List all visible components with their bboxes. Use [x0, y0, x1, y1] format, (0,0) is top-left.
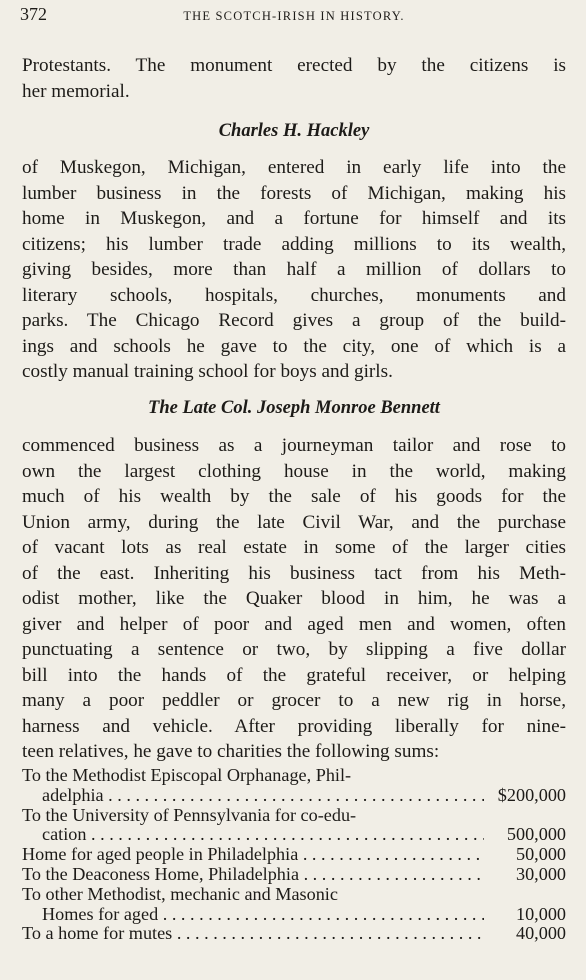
text-line: giving besides, more than half a million of dollars to [22, 259, 566, 280]
opening-paragraph [22, 53, 566, 104]
hackley-paragraph [22, 155, 566, 385]
text-line: of vacant lots as real estate in some of the larger cities [22, 537, 566, 558]
text-line: of Muskegon, Michigan, entered in early life into the [22, 157, 566, 178]
donation-recipient: To a home for mutes . . . [22, 924, 484, 944]
page-number: 372 [20, 4, 47, 24]
page-header [20, 4, 568, 28]
text-line: literary schools, hospitals, churches, monuments and [22, 284, 566, 306]
text-line: commenced business as a journeyman tailor and rose to [22, 435, 566, 456]
donation-recipient: adelphia . . . [22, 786, 484, 806]
donation-amount: 500,000 [506, 824, 566, 845]
text-line: ings and schools he gave to the city, one of which is a [22, 335, 566, 357]
donation-recipient: To the Deaconess Home, Philadelphia . . . [22, 865, 484, 885]
text-line: parks. The Chicago Record gives a group of the build- [22, 310, 566, 331]
donation-recipient: Home for aged people in Philadelphia . . . [22, 845, 484, 865]
donation-entry-cont [22, 905, 566, 925]
text-line: odist mother, like the Quaker blood in him, he was a [22, 588, 566, 609]
donation-amount: 30,000 [515, 863, 566, 884]
donation-amount: 10,000 [515, 903, 566, 924]
text-line: citizens; his lumber trade adding millions to its wealth, [22, 233, 566, 255]
donation-amount: 40,000 [515, 923, 566, 944]
text-line: Union army, during the late Civil War, and the purchase [22, 511, 566, 533]
donation-description: To other Methodist, mechanic and Masonic [22, 884, 338, 904]
text-line: home in Muskegon, and a fortune for himself and its [22, 208, 566, 229]
donation-entry [22, 865, 566, 885]
donation-description: To the Methodist Episcopal Orphanage, Phil- [22, 766, 352, 785]
donation-amount: 50,000 [515, 844, 566, 865]
text-line: giver and helper of poor and aged men and women, often [22, 613, 566, 635]
text-line: costly manual training school for boys and girls. [22, 361, 393, 382]
donation-amount: $200,000 [497, 784, 566, 805]
text-line: of the east. Inheriting his business tact from his Meth- [22, 562, 566, 584]
donation-entry-cont [22, 786, 566, 806]
section-heading-bennett: The Late Col. Joseph Monroe Bennett [148, 398, 440, 418]
donation-entry [22, 885, 566, 905]
text-line: teen relatives, he gave to charities the following sums: [22, 741, 440, 762]
donation-recipient: Homes for aged . . . [22, 905, 484, 925]
donation-entry [22, 845, 566, 865]
donation-entry [22, 766, 566, 786]
section-heading-hackley: Charles H. Hackley [218, 121, 370, 141]
donation-recipient: cation . . . [22, 825, 484, 845]
donation-entry-cont [22, 825, 566, 845]
bennett-paragraph [22, 433, 566, 765]
donations-list [22, 766, 566, 944]
donation-description: To the University of Pennsylvania for co-edu- [22, 805, 357, 825]
text-line: bill into the hands of the grateful receiver, or helping [22, 664, 566, 686]
text-line: harness and vehicle. After providing liberally for nine- [22, 715, 566, 737]
text-line: lumber business in the forests of Michigan, making his [22, 182, 566, 204]
text-line: punctuating a sentence or two, by slipping a five dollar [22, 639, 566, 660]
donation-entry [22, 806, 566, 826]
text-line: many a poor peddler or grocer to a new rig in horse, [22, 690, 566, 711]
text-line: own the largest clothing house in the world, making [22, 460, 566, 482]
text-line: Protestants. The monument erected by the citizens is [22, 55, 566, 76]
running-head: THE SCOTCH-IRISH IN HISTORY. [183, 9, 405, 23]
text-line: her memorial. [22, 80, 130, 102]
donation-entry [22, 924, 566, 944]
text-line: much of his wealth by the sale of his goods for the [22, 486, 566, 507]
